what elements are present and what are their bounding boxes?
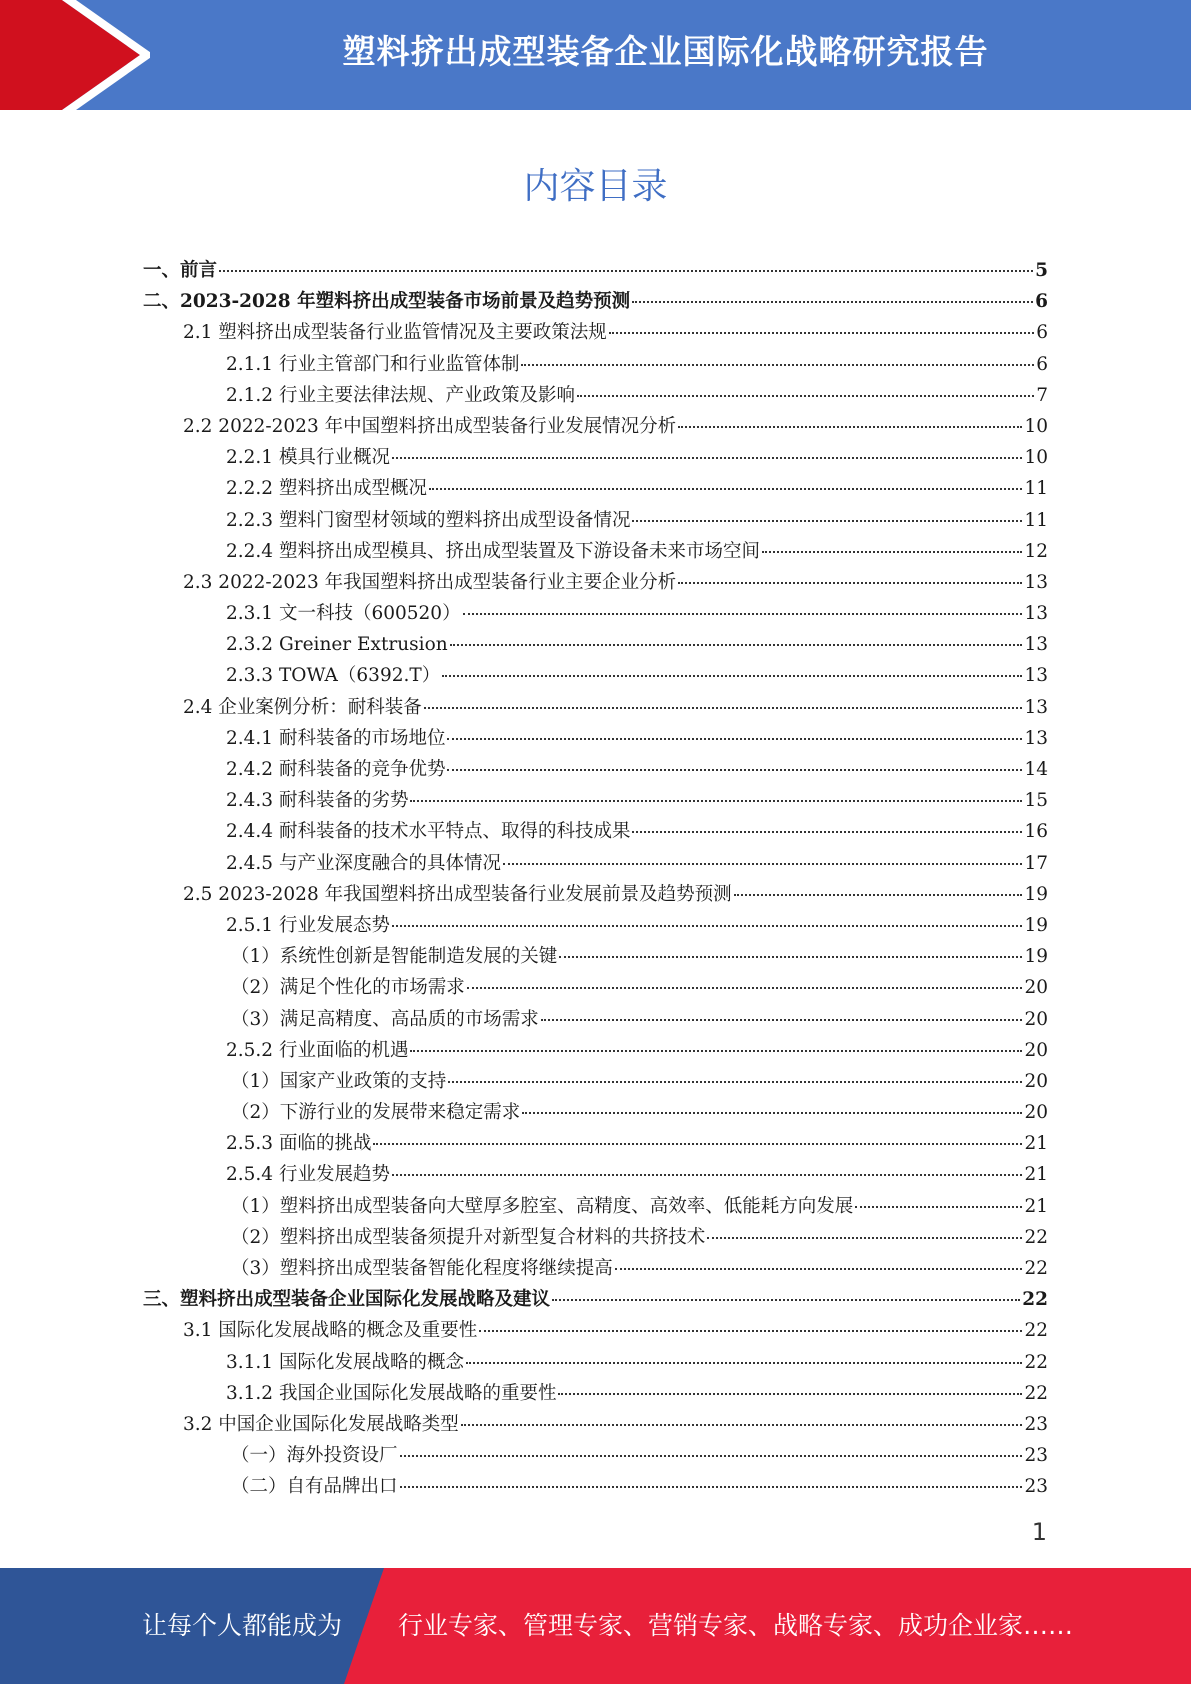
- toc-entry-page: 12: [1024, 540, 1048, 562]
- toc-entry[interactable]: [143, 879, 1048, 910]
- toc-dot-leader: [503, 863, 1022, 865]
- toc-entry-label: （2）满足个性化的市场需求: [231, 977, 465, 999]
- toc-entry-label: 2.2.3 塑料门窗型材领域的塑料挤出成型设备情况: [226, 509, 631, 531]
- toc-entry-page: 13: [1024, 634, 1048, 656]
- toc-entry-label: 2.3.1 文一科技（600520）: [226, 603, 461, 625]
- toc-entry-label: 2.3 2022-2023 年我国塑料挤出成型装备行业主要企业分析: [183, 571, 677, 593]
- toc-entry-label: （1）塑料挤出成型装备向大壁厚多腔室、高精度、高效率、低能耗方向发展: [231, 1195, 854, 1217]
- toc-dot-leader: [577, 395, 1034, 397]
- page-number: 1: [1031, 1518, 1047, 1546]
- toc-entry-page: 20: [1024, 1008, 1048, 1030]
- toc-entry-label: 3.1.1 国际化发展战略的概念: [226, 1351, 464, 1373]
- toc-entry-label: 2.5.1 行业发展态势: [226, 914, 390, 936]
- toc-entry[interactable]: [143, 629, 1048, 660]
- toc-entry-label: 2.2 2022-2023 年中国塑料挤出成型装备行业发展情况分析: [183, 415, 677, 437]
- toc-entry-label: 2.2.1 模具行业概况: [226, 447, 390, 469]
- toc-entry[interactable]: [143, 411, 1048, 442]
- toc-dot-leader: [450, 644, 1023, 646]
- toc-entry-label: 2.1.1 行业主管部门和行业监管体制: [226, 353, 520, 375]
- toc-entry-page: 22: [1024, 1226, 1048, 1248]
- toc-dot-leader: [552, 1299, 1020, 1301]
- footer-band: [0, 1568, 1191, 1684]
- toc-entry[interactable]: [143, 1066, 1048, 1097]
- toc-entry[interactable]: [143, 1222, 1048, 1253]
- toc-entry-page: 7: [1036, 384, 1048, 406]
- toc-entry-page: 10: [1024, 447, 1048, 469]
- toc-heading: 内容目录: [523, 166, 668, 207]
- toc-entry-page: 22: [1024, 1382, 1048, 1404]
- toc-entry[interactable]: [143, 941, 1048, 972]
- toc-entry[interactable]: [143, 1409, 1048, 1440]
- footer-lead-text: 让每个人都能成为: [142, 1611, 343, 1640]
- toc-entry[interactable]: [143, 505, 1048, 536]
- toc-dot-leader: [410, 1050, 1022, 1052]
- toc-entry-label: 2.3.3 TOWA（6392.T）: [226, 665, 441, 687]
- toc-entry[interactable]: [143, 660, 1048, 691]
- toc-entry[interactable]: [143, 1035, 1048, 1066]
- toc-entry[interactable]: [143, 473, 1048, 504]
- toc-dot-leader: [447, 769, 1022, 771]
- table-of-contents: [143, 255, 1048, 1503]
- toc-entry-page: 22: [1024, 1320, 1048, 1342]
- toc-entry[interactable]: [143, 598, 1048, 629]
- toc-dot-leader: [219, 270, 1033, 272]
- toc-entry-page: 19: [1024, 914, 1048, 936]
- toc-dot-leader: [373, 1143, 1022, 1145]
- toc-entry[interactable]: [143, 1471, 1048, 1502]
- toc-entry[interactable]: [143, 816, 1048, 847]
- toc-dot-leader: [734, 894, 1023, 896]
- toc-entry-label: （二）自有品牌出口: [231, 1476, 398, 1498]
- toc-dot-leader: [392, 1174, 1022, 1176]
- toc-entry-page: 14: [1024, 759, 1048, 780]
- toc-dot-leader: [609, 332, 1034, 334]
- toc-entry-page: 15: [1024, 790, 1048, 812]
- toc-entry-label: （一）海外投资设厂: [231, 1445, 398, 1467]
- toc-entry[interactable]: [143, 255, 1048, 286]
- toc-entry[interactable]: [143, 1191, 1048, 1222]
- toc-entry-page: 21: [1024, 1164, 1048, 1186]
- toc-entry-label: 2.4.5 与产业深度融合的具体情况: [226, 852, 501, 874]
- report-header-band: [0, 0, 1191, 110]
- toc-entry[interactable]: [143, 536, 1048, 567]
- toc-dot-leader: [400, 1455, 1023, 1457]
- toc-entry[interactable]: [143, 1284, 1048, 1315]
- toc-entry[interactable]: [143, 286, 1048, 317]
- toc-entry[interactable]: [143, 1004, 1048, 1035]
- toc-dot-leader: [442, 675, 1022, 677]
- toc-entry-page: 19: [1024, 946, 1048, 968]
- toc-entry[interactable]: [143, 1159, 1048, 1190]
- toc-entry-page: 5: [1035, 260, 1048, 281]
- toc-entry-page: 20: [1024, 1102, 1048, 1124]
- toc-dot-leader: [678, 426, 1022, 428]
- toc-entry-page: 20: [1024, 1070, 1048, 1092]
- toc-entry-label: 2.1.2 行业主要法律法规、产业政策及影响: [226, 384, 575, 406]
- toc-entry-label: 2.5.3 面临的挑战: [226, 1133, 372, 1155]
- toc-entry-label: 3.1.2 我国企业国际化发展战略的重要性: [226, 1382, 557, 1404]
- toc-entry-page: 22: [1022, 1289, 1048, 1311]
- toc-dot-leader: [762, 551, 1022, 553]
- toc-entry[interactable]: [143, 785, 1048, 816]
- toc-entry-page: 17: [1024, 852, 1048, 874]
- toc-entry-page: 16: [1024, 821, 1048, 843]
- toc-entry-label: 2.5.2 行业面临的机遇: [226, 1039, 409, 1061]
- toc-dot-leader: [448, 1081, 1022, 1083]
- toc-dot-leader: [632, 831, 1022, 833]
- toc-entry-label: 2.1 塑料挤出成型装备行业监管情况及主要政策法规: [183, 322, 607, 344]
- toc-entry-page: 10: [1024, 415, 1048, 437]
- toc-dot-leader: [447, 738, 1022, 740]
- toc-entry-label: 2.4.1 耐科装备的市场地位: [226, 727, 446, 749]
- toc-entry-label: 2.4.2 耐科装备的竞争优势: [226, 759, 446, 780]
- toc-entry[interactable]: [143, 1128, 1048, 1159]
- toc-dot-leader: [466, 1362, 1022, 1364]
- toc-entry-label: 2.2.2 塑料挤出成型概况: [226, 478, 427, 500]
- toc-entry-label: 二、2023-2028 年塑料挤出成型装备市场前景及趋势预测: [143, 291, 631, 313]
- toc-entry-page: 23: [1024, 1476, 1048, 1498]
- toc-entry[interactable]: [143, 754, 1048, 785]
- toc-entry-page: 23: [1024, 1445, 1048, 1467]
- toc-entry[interactable]: [143, 349, 1048, 380]
- toc-entry-label: 一、前言: [143, 260, 218, 281]
- toc-entry-page: 20: [1024, 977, 1048, 999]
- toc-dot-leader: [392, 457, 1022, 459]
- toc-entry[interactable]: [143, 1315, 1048, 1346]
- toc-entry-page: 11: [1024, 478, 1048, 500]
- toc-entry-label: 2.4 企业案例分析：耐科装备: [183, 696, 422, 718]
- toc-dot-leader: [410, 800, 1022, 802]
- red-chevron-decoration: [0, 0, 150, 110]
- toc-entry-page: 13: [1024, 571, 1048, 593]
- toc-entry-label: （1）国家产业政策的支持: [231, 1070, 447, 1092]
- report-title: 塑料挤出成型装备企业国际化战略研究报告: [342, 32, 989, 71]
- toc-entry[interactable]: [143, 1440, 1048, 1471]
- toc-entry-label: （2）下游行业的发展带来稳定需求: [231, 1102, 521, 1124]
- toc-entry-label: （3）满足高精度、高品质的市场需求: [231, 1008, 539, 1030]
- toc-dot-leader: [707, 1237, 1022, 1239]
- toc-entry-page: 19: [1024, 883, 1048, 905]
- toc-entry-page: 11: [1024, 509, 1048, 531]
- toc-dot-leader: [400, 1486, 1023, 1488]
- toc-entry-page: 22: [1024, 1258, 1048, 1279]
- toc-dot-leader: [855, 1206, 1022, 1208]
- toc-entry-label: 2.2.4 塑料挤出成型模具、挤出成型装置及下游设备未来市场空间: [226, 540, 760, 562]
- toc-entry[interactable]: [143, 910, 1048, 941]
- toc-entry[interactable]: [143, 723, 1048, 754]
- toc-entry-label: （1）系统性创新是智能制造发展的关键: [231, 946, 558, 968]
- toc-entry-page: 13: [1024, 696, 1048, 718]
- toc-entry[interactable]: [143, 567, 1048, 598]
- toc-entry[interactable]: [143, 848, 1048, 879]
- toc-entry-label: 2.4.4 耐科装备的技术水平特点、取得的科技成果: [226, 821, 631, 843]
- toc-entry-page: 20: [1024, 1039, 1048, 1061]
- toc-entry-page: 13: [1024, 665, 1048, 687]
- toc-entry-label: 3.2 中国企业国际化发展战略类型: [183, 1413, 459, 1435]
- toc-dot-leader: [479, 1330, 1022, 1332]
- toc-entry[interactable]: [143, 1347, 1048, 1378]
- toc-entry-label: 2.5.4 行业发展趋势: [226, 1164, 390, 1186]
- toc-entry[interactable]: [143, 972, 1048, 1003]
- toc-entry[interactable]: [143, 380, 1048, 411]
- toc-entry[interactable]: [143, 1378, 1048, 1409]
- toc-entry-label: （2）塑料挤出成型装备须提升对新型复合材料的共挤技术: [231, 1226, 706, 1248]
- toc-entry-label: 2.3.2 Greiner Extrusion: [226, 634, 448, 656]
- toc-entry-page: 6: [1035, 291, 1048, 313]
- toc-entry[interactable]: [143, 317, 1048, 348]
- toc-dot-leader: [429, 488, 1022, 490]
- toc-entry-page: 6: [1036, 353, 1048, 375]
- toc-entry-page: 23: [1024, 1413, 1048, 1435]
- toc-entry[interactable]: [143, 1097, 1048, 1128]
- toc-entry[interactable]: [143, 692, 1048, 723]
- toc-dot-leader: [632, 301, 1033, 303]
- toc-entry-page: 22: [1024, 1351, 1048, 1373]
- toc-entry[interactable]: [143, 1253, 1048, 1284]
- toc-entry-label: 2.4.3 耐科装备的劣势: [226, 790, 409, 812]
- toc-entry[interactable]: [143, 442, 1048, 473]
- toc-entry-page: 21: [1024, 1195, 1048, 1217]
- toc-entry-page: 13: [1024, 727, 1048, 749]
- toc-dot-leader: [467, 987, 1023, 989]
- toc-entry-page: 6: [1036, 322, 1048, 344]
- toc-dot-leader: [424, 707, 1023, 709]
- toc-dot-leader: [521, 364, 1034, 366]
- toc-dot-leader: [392, 925, 1022, 927]
- toc-dot-leader: [541, 1019, 1023, 1021]
- toc-entry-page: 13: [1024, 603, 1048, 625]
- toc-dot-leader: [522, 1112, 1022, 1114]
- toc-dot-leader: [615, 1268, 1023, 1270]
- toc-dot-leader: [678, 582, 1022, 584]
- toc-entry-label: 3.1 国际化发展战略的概念及重要性: [183, 1320, 478, 1342]
- toc-dot-leader: [558, 1393, 1022, 1395]
- toc-entry-label: 2.5 2023-2028 年我国塑料挤出成型装备行业发展前景及趋势预测: [183, 883, 732, 905]
- footer-roles-text: 行业专家、管理专家、营销专家、战略专家、成功企业家……: [398, 1611, 1074, 1640]
- toc-dot-leader: [559, 956, 1022, 958]
- toc-entry-label: 三、塑料挤出成型装备企业国际化发展战略及建议: [143, 1289, 551, 1311]
- toc-entry-page: 21: [1024, 1133, 1048, 1155]
- toc-entry-label: （3）塑料挤出成型装备智能化程度将继续提高: [231, 1258, 613, 1279]
- toc-dot-leader: [632, 520, 1022, 522]
- toc-dot-leader: [461, 1424, 1023, 1426]
- toc-dot-leader: [463, 613, 1023, 615]
